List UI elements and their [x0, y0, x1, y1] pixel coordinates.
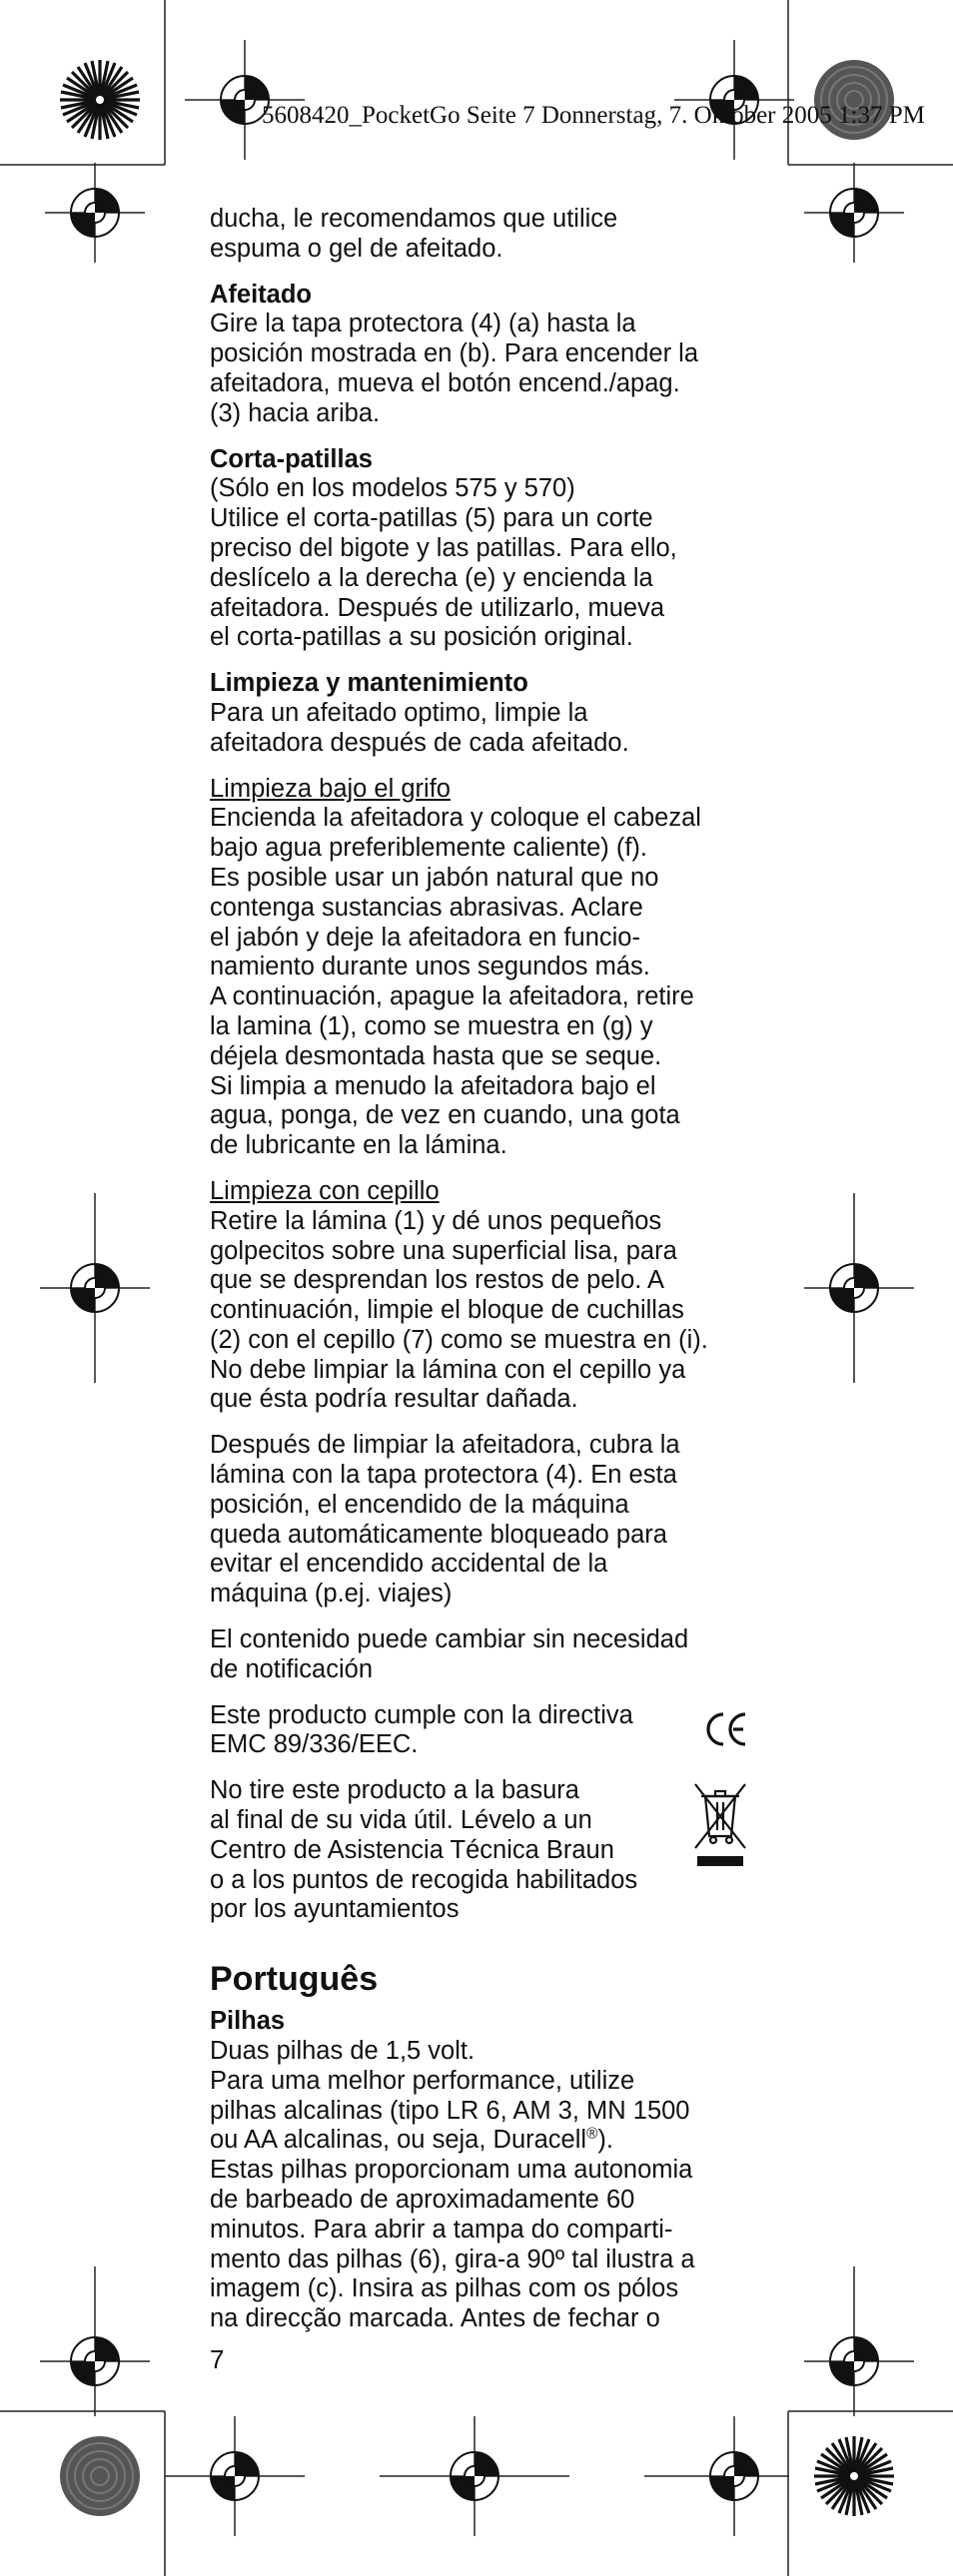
text-line: o a los puntos de recogida habilitados — [210, 1865, 638, 1894]
contenido-paragraph — [210, 1625, 744, 1685]
text-line: na direcção marcada. Antes de fechar o — [210, 2304, 660, 2333]
section-heading: Afeitado — [210, 280, 312, 309]
text-line: que se desprendan los restos de pelo. A — [210, 1266, 665, 1295]
emc-paragraph — [210, 1701, 744, 1761]
text-line: el corta-patillas a su posición original. — [210, 623, 633, 652]
text-line: de barbeado de aproximadamente 60 — [210, 2186, 635, 2215]
text-line: A continuación, apague la afeitadora, retire — [210, 982, 694, 1011]
crossed-bin-icon — [691, 1780, 749, 1870]
text-fragment: ou AA alcalinas, ou seja, Duracell — [210, 2126, 587, 2155]
section-heading: Limpieza y mantenimiento — [210, 669, 528, 698]
text-line: Para uma melhor performance, utilize — [210, 2066, 635, 2095]
text-line: de notificación — [210, 1654, 374, 1683]
section-heading: Pilhas — [210, 2007, 286, 2036]
despues-paragraph — [210, 1431, 744, 1610]
text-line: Estas pilhas proporcionam uma autonomia — [210, 2156, 693, 2185]
text-line: Duas pilhas de 1,5 volt. — [210, 2037, 476, 2066]
text-line-with-trademark — [210, 2126, 744, 2156]
text-line: bajo agua preferiblemente caliente) (f). — [210, 834, 647, 863]
text-line: pilhas alcalinas (tipo LR 6, AM 3, MN 1500 — [210, 2096, 690, 2125]
text-line: al final de su vida útil. Lévelo a un — [210, 1806, 592, 1835]
limpieza-cepillo-section — [210, 1177, 744, 1415]
text-line: que ésta podría resultar dañada. — [210, 1385, 578, 1414]
section-heading: Corta-patillas — [210, 444, 373, 473]
text-line: ducha, le recomendamos que utilice — [210, 205, 618, 233]
afeitado-section — [210, 281, 744, 429]
text-line: EMC 89/336/EEC. — [210, 1730, 419, 1759]
text-line: No tire este producto a la basura — [210, 1776, 579, 1805]
text-line: mento das pilhas (6), gira-a 90º tal ilustra a — [210, 2245, 695, 2273]
intro-paragraph — [210, 205, 744, 265]
text-line: Es posible usar un jabón natural que no — [210, 863, 659, 892]
pilhas-section — [210, 2007, 744, 2334]
subsection-heading: Limpieza bajo el grifo — [210, 774, 451, 803]
text-line: (3) hacia ariba. — [210, 398, 381, 427]
text-line: afeitadora después de cada afeitado. — [210, 728, 629, 757]
text-line: posición, el encendido de la máquina — [210, 1490, 629, 1519]
text-line: Utilice el corta-patillas (5) para un corte — [210, 504, 653, 533]
limpieza-section — [210, 669, 744, 758]
text-line: Después de limpiar la afeitadora, cubra la — [210, 1431, 680, 1460]
text-line: lámina con la tapa protectora (4). En esta — [210, 1461, 677, 1490]
text-line: golpecitos sobre una superficial lisa, para — [210, 1236, 677, 1265]
print-slug: 5608420_PocketGo Seite 7 Donnerstag, 7. Oktober 2005 1:37 PM — [262, 102, 925, 129]
text-line: máquina (p.ej. viajes) — [210, 1580, 453, 1609]
text-line: El contenido puede cambiar sin necesidad — [210, 1625, 689, 1654]
text-line: Retire la lámina (1) y dé unos pequeños — [210, 1206, 662, 1235]
text-line: contenga sustancias abrasivas. Aclare — [210, 893, 643, 922]
text-line: continuación, limpie el bloque de cuchillas — [210, 1296, 684, 1325]
text-line: agua, ponga, de vez en cuando, una gota — [210, 1101, 680, 1130]
page-content — [210, 205, 744, 2350]
text-line: (2) con el cepillo (7) como se muestra en (i). — [210, 1325, 708, 1354]
corta-patillas-section — [210, 445, 744, 654]
language-title: Português — [210, 1960, 379, 1999]
text-line: posición mostrada en (b). Para encender la — [210, 339, 699, 368]
text-line: Si limpia a menudo la afeitadora bajo el — [210, 1071, 656, 1100]
text-line: No debe limpiar la lámina con el cepillo ya — [210, 1355, 686, 1384]
registered-mark: ® — [586, 2125, 598, 2143]
ce-mark-icon — [703, 1709, 749, 1749]
text-line: Este producto cumple con la directiva — [210, 1700, 633, 1729]
text-line: afeitadora, mueva el botón encend./apag. — [210, 368, 680, 397]
text-line: Encienda la afeitadora y coloque el cabezal — [210, 804, 701, 833]
text-line: imagem (c). Insira as pilhas com os pólos — [210, 2274, 679, 2303]
text-line: Centro de Asistencia Técnica Braun — [210, 1835, 614, 1864]
subsection-heading: Limpieza con cepillo — [210, 1176, 440, 1205]
text-line: déjela desmontada hasta que se seque. — [210, 1041, 662, 1070]
limpieza-grifo-section — [210, 775, 744, 1161]
text-line: preciso del bigote y las patillas. Para ello, — [210, 533, 677, 562]
text-line: evitar el encendido accidental de la — [210, 1550, 608, 1579]
text-line: minutos. Para abrir a tampa do comparti- — [210, 2215, 673, 2244]
text-line: (Sólo en los modelos 575 y 570) — [210, 474, 575, 503]
text-fragment: ). — [597, 2126, 613, 2155]
text-line: Gire la tapa protectora (4) (a) hasta la — [210, 310, 636, 338]
residuos-paragraph — [210, 1776, 744, 1925]
text-line: namiento durante unos segundos más. — [210, 953, 650, 981]
text-line: deslícelo a la derecha (e) y encienda la — [210, 563, 653, 592]
text-line: por los ayuntamientos — [210, 1895, 460, 1924]
text-line: Para un afeitado optimo, limpie la — [210, 698, 588, 727]
text-line: queda automáticamente bloqueado para — [210, 1520, 667, 1549]
text-line: la lamina (1), como se muestra en (g) y — [210, 1011, 653, 1040]
text-line: espuma o gel de afeitado. — [210, 234, 503, 263]
page-number: 7 — [210, 2344, 225, 2374]
text-line: de lubricante en la lámina. — [210, 1131, 507, 1160]
text-line: afeitadora. Después de utilizarlo, mueva — [210, 593, 665, 622]
text-line: el jabón y deje la afeitadora en funcio- — [210, 923, 640, 952]
